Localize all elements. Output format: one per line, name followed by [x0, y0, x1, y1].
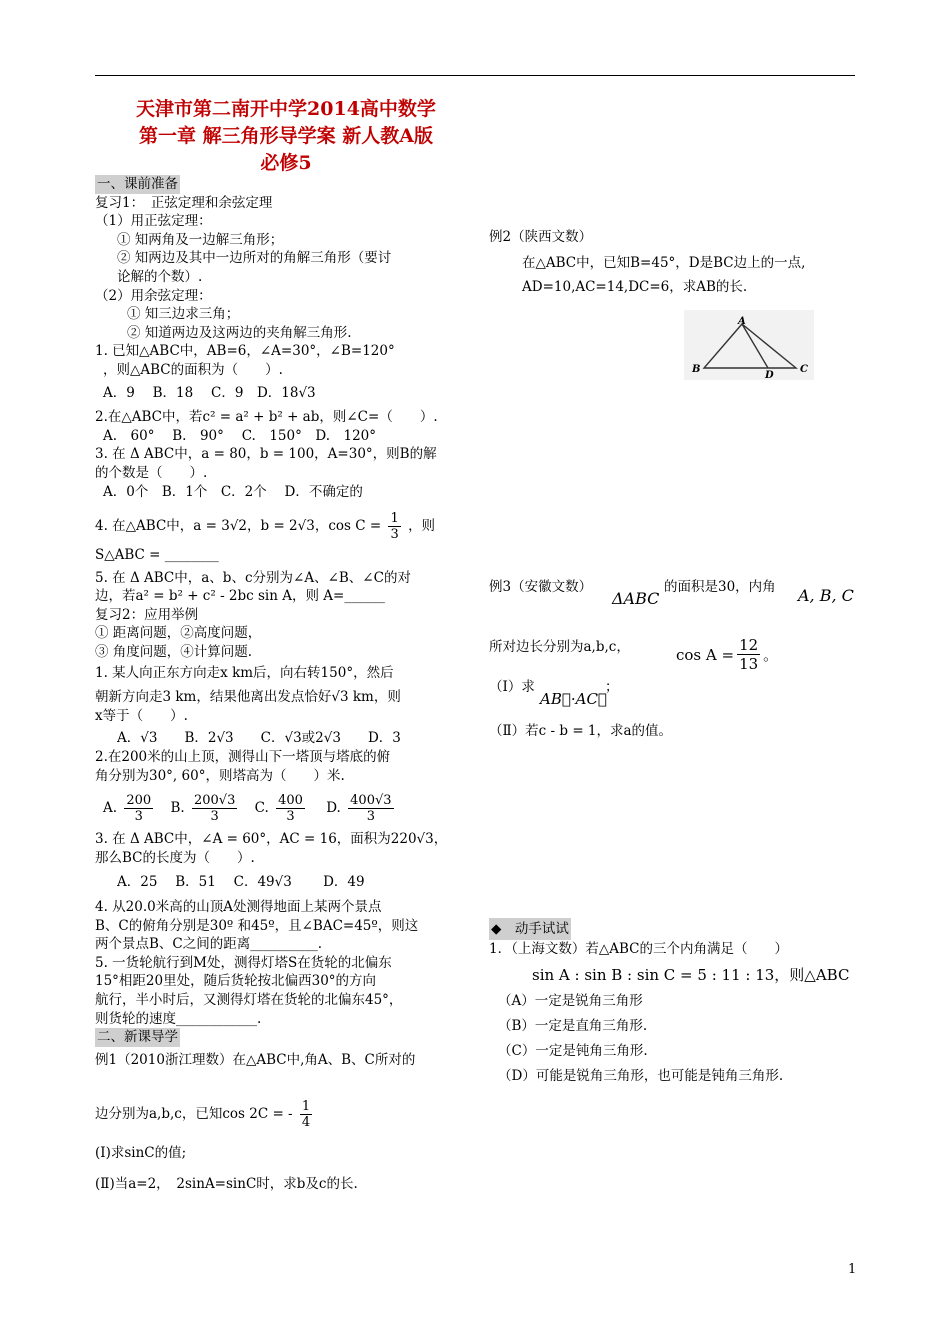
label-b: B [692, 364, 701, 375]
label-c: C [800, 364, 808, 375]
top-rule [95, 75, 855, 76]
problem-1: 1. 已知△ABC中，AB=6，∠A=30°，∠B=120° [95, 343, 395, 360]
triangle-figure [684, 310, 814, 380]
app-problem-4: 4. 从20.0米高的山顶A处测得地面上某两个景点 [95, 899, 382, 915]
page-number: 1 [848, 1262, 857, 1277]
section-heading-new: 二、新课导学 [97, 1029, 178, 1046]
label-d: D [765, 370, 774, 380]
label-a: A [738, 316, 746, 327]
review-1-heading: 复习1： 正弦定理和余弦定理 [95, 194, 273, 211]
problem-2: 2.在△ABC中，若c² = a² + b² + ab，则∠C=（ ）. [95, 409, 438, 426]
option-c: （C）一定是钝角三角形. [498, 1043, 648, 1059]
app-problem-5: 5. 一货轮航行到M处，测得灯塔S在货轮的北偏东 [95, 954, 392, 971]
triangle-diagram [684, 310, 814, 380]
app-problem-3: 3. 在 Δ ABC中，∠A = 60°，AC = 16，面积为220√3， [95, 831, 448, 848]
app-problem-2: 2.在200米的山上顶，测得山下一塔顶与塔底的俯 [95, 749, 391, 766]
section-heading-prep: 一、课前准备 [97, 176, 178, 192]
problem-4: 4. 在△ABC中，a = 3√2，b = 2√3，cos C = $\frac{1}{3}$ ，则 [95, 511, 436, 543]
cos-a-expression: cos A = $\frac{12}{13}$ 。 [676, 636, 779, 673]
document-title: 天津市第二南开中学2014高中数学 第一章 解三角形导学案 新人教A版 必修5 [136, 98, 436, 174]
try-it-heading: ◆ 动手试试 [489, 918, 571, 940]
example-1: 例1（2010浙江理数）在△ABC中,角A、B、C所对的 [95, 1051, 416, 1068]
segment-ad [742, 324, 768, 368]
try-problem-1: 1．（上海文数）若△ABC的三个内角满足（ ） [489, 941, 788, 957]
app-problem-2-options: A. $\frac{200}{3}$ B. $\frac{200√3}{3}$ C. $\frac{400}{3}$ D. $\frac{400√3}{3}$ [103, 793, 392, 825]
problem-3: 3. 在 Δ ABC中，a = 80，b = 100，A=30°，则B的解 [95, 446, 437, 463]
problem-5: 5. 在 Δ ABC中，a、b、c分别为∠A、∠B、∠C的对 [95, 569, 411, 586]
fraction-cosC: $\frac{1}{3}$ [390, 511, 399, 543]
example-1-given: 边分别为a,b,c，已知cos 2C = - $\frac{1}{4}$ [95, 1099, 311, 1131]
option-a: （A）一定是锐角三角形 [498, 993, 643, 1009]
option-b: （B）一定是直角三角形. [498, 1018, 648, 1034]
review-2-heading: 复习2：应用举例 [95, 606, 199, 623]
example-3-heading: 例3（安徽文数） [489, 579, 593, 595]
example-2-heading: 例2（陕西文数） [489, 229, 593, 245]
app-problem-1: 1. 某人向正东方向走x km后，向右转150°，然后 [95, 664, 394, 681]
option-d: （D）可能是锐角三角形，也可能是钝角三角形. [498, 1068, 784, 1084]
left-column: 一、课前准备 复习1： 正弦定理和余弦定理 （1）用正弦定理： ① 知两角及一边解三角形； ② 知两边及其中一边所对的角解三角形（要讨 论解的个数）. （2）用余弦定理： ① 知三边求三角； ② 知道两边及这两边的夹角解三角形. 1. 已知△ABC中，AB=6，∠A=30°，∠B=120° ，则△ABC的面积为（ ）. A．9 B．18 C．9 D．18√3 2.在△ABC中，若c² = a² + b² + ab，则∠C=（ ）. A. 60° B. 90° C. 150° D. 120° 3. 在 Δ ABC中，a = 80，b = 100，A=30°，则B的解 的个数是（ ）. A．0个 B．1个 C．2个 D．不确定的 4. 在△ABC中，a = 3√2，b = 2√3，cos C = $\frac{1}{3}$ ，则 S△ABC = ________ 5. 在 Δ ABC中，a、b、c分别为∠A、∠B、∠C的对 边，若a² = b² + c² - 2bc sin A，则 A=______ 复习2：应用举例 ① 距离问题，②高度问题， ③ 角度问题，④计算问题. 1. 某人向正东方向走x km后，向右转150°，然后 朝新方向走3 km，结果他离出发点恰好√3 km，则 x等于（ ）. A．√3 B．2√3 C．√3或2√3 D．3 2.在200米的山上顶，测得山下一塔顶与塔底的俯 角分别为30°, 60°，则塔高为（ ）米. A. $\frac{200}{3}$ B. $\frac{200√3}{3}$ C. $\frac{400}{3}$ D. $\frac{400√3}{3}$ 3. 在 Δ ABC中，∠A = 60°，AC = 16，面积为220√3， 那么BC的长度为（ ）. A．25 B．51 C．49√3 D．49 4. 从20.0米高的山顶A处测得地面上某两个景点 B、C的俯角分别是30º 和45º，且∠BAC=45º，则这 两个景点B、C之间的距离__________. 5. 一货轮航行到M处，测得灯塔S在货轮的北偏东 15°相距20里处，随后货轮按北偏西30°的方向 航行，半小时后，又测得灯塔在货轮的北偏东45°， 则货轮的速度____________. 二、新课导学 例1（2010浙江理数）在△ABC中,角A、B、C所对的 边分别为a,b,c，已知cos 2C = - $\frac{1}{4}$ (Ⅰ)求sinC的值; (Ⅱ)当a=2， 2sinA=sinC时，求b及c的长. [95, 175, 475, 1194]
fraction-cos2C: $\frac{1}{4}$ [301, 1099, 311, 1131]
triangle-abc [704, 324, 796, 368]
